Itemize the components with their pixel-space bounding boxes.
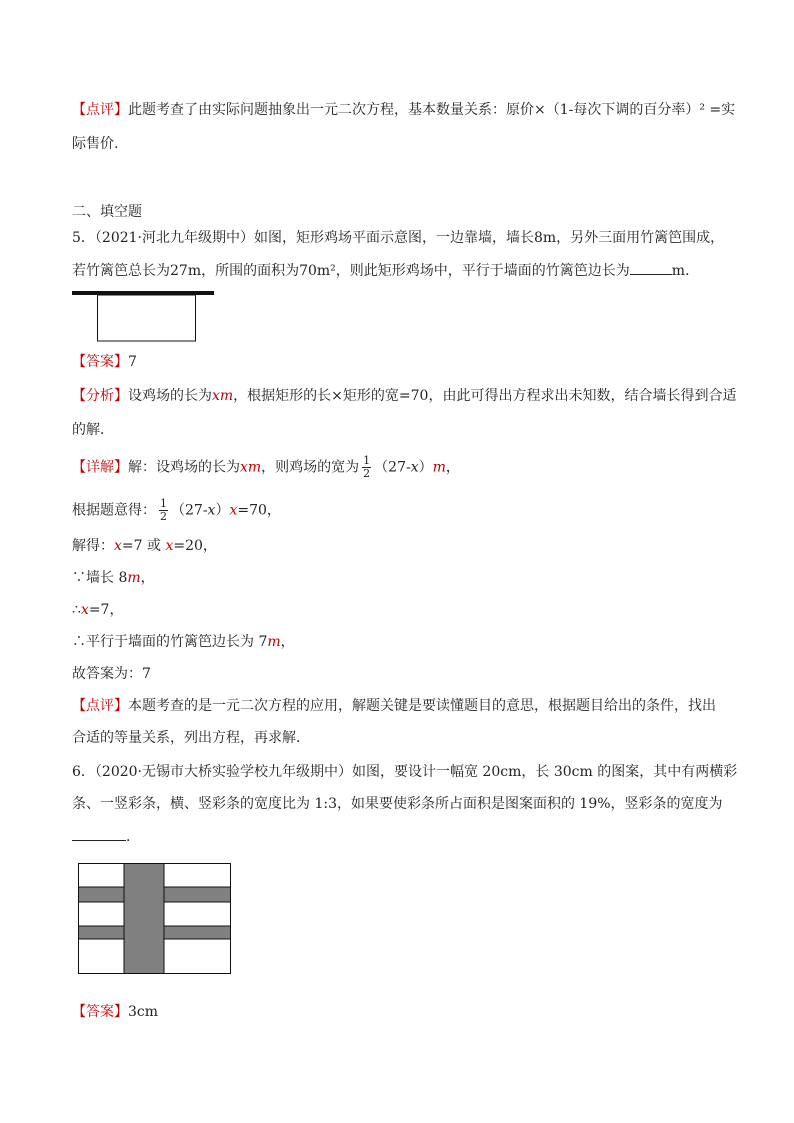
- review-tag: 【点评】: [72, 102, 128, 118]
- wall-line: [72, 291, 214, 295]
- q5-detail-line-1: 【详解】解：设鸡场的长为xm，则鸡场的宽为 $\frac{1}{2}$ （27-x）m，: [72, 454, 460, 480]
- q6-stem-line-2: 条、一竖彩条，横、竖彩条的宽度比为 1:3，如果要使彩条所占面积是图案面积的 19%，竖彩条的宽度为: [72, 796, 723, 812]
- prev-review-line-1: [72, 100, 735, 120]
- answer-blank: [72, 826, 126, 841]
- q5-review-line-1: 【点评】本题考查的是一元二次方程的应用，解题关键是要读懂题目的意思，根据题目给出的条件，找出: [72, 698, 716, 714]
- review-text: 际售价.: [72, 136, 119, 152]
- farm-rectangle: [98, 295, 196, 341]
- q5-detail-line-4: ∵墙长 8m，: [72, 570, 155, 586]
- prev-review-line-2: [72, 134, 118, 154]
- q5-analysis-line-2: 的解．: [72, 422, 114, 438]
- stripe-pattern-diagram: [78, 863, 232, 975]
- q5-stem-line-1: 5．（2021·河北九年级期中）如图，矩形鸡场平面示意图，一边靠墙，墙长8m，另外三面用竹篱笆围成，: [72, 230, 725, 246]
- vertical-stripe: [124, 864, 164, 974]
- q6-stem-line-3: ．: [72, 826, 140, 847]
- q5-detail-line-2: 根据题意得： $\frac{1}{2}$ （27-x）x=70，: [72, 497, 281, 523]
- q5-review-line-2: 合适的等量关系，列出方程，再求解．: [72, 730, 310, 746]
- q5-stem-line-2: 若竹篱笆总长为27m，所围的面积为70m²，则此矩形鸡场中，平行于墙面的竹篱笆边长为 m．: [72, 260, 699, 281]
- fraction-one-half: $\frac{1}{2}$: [160, 497, 167, 523]
- q6-stem-line-1: 6．（2020·无锡市大桥实验学校九年级期中）如图，要设计一幅宽 20cm，长 30cm 的图案，其中有两横彩: [72, 764, 738, 780]
- q5-analysis-line-1: 【分析】设鸡场的长为xm，根据矩形的长×矩形的宽=70，由此可得出方程求出未知数，结合墙长得到合适: [72, 388, 737, 404]
- review-text: 此题考查了由实际问题抽象出一元二次方程，基本数量关系：原价×（1-每次下调的百分率）² =实: [128, 102, 736, 118]
- chicken-farm-diagram: [70, 288, 216, 344]
- q6-answer: 【答案】3cm: [72, 1004, 159, 1020]
- q5-detail-line-5: ∴x=7，: [72, 602, 124, 618]
- fraction-one-half: $\frac{1}{2}$: [363, 454, 371, 480]
- q5-detail-line-7: 故答案为：7: [72, 666, 151, 682]
- section-title: 二、填空题: [72, 204, 142, 220]
- answer-blank: [630, 260, 672, 275]
- q5-detail-line-6: ∴平行于墙面的竹篱笆边长为 7m，: [72, 634, 295, 650]
- q5-answer: 【答案】7: [72, 354, 137, 370]
- q5-detail-line-3: 解得：x=7 或 x=20，: [72, 538, 217, 554]
